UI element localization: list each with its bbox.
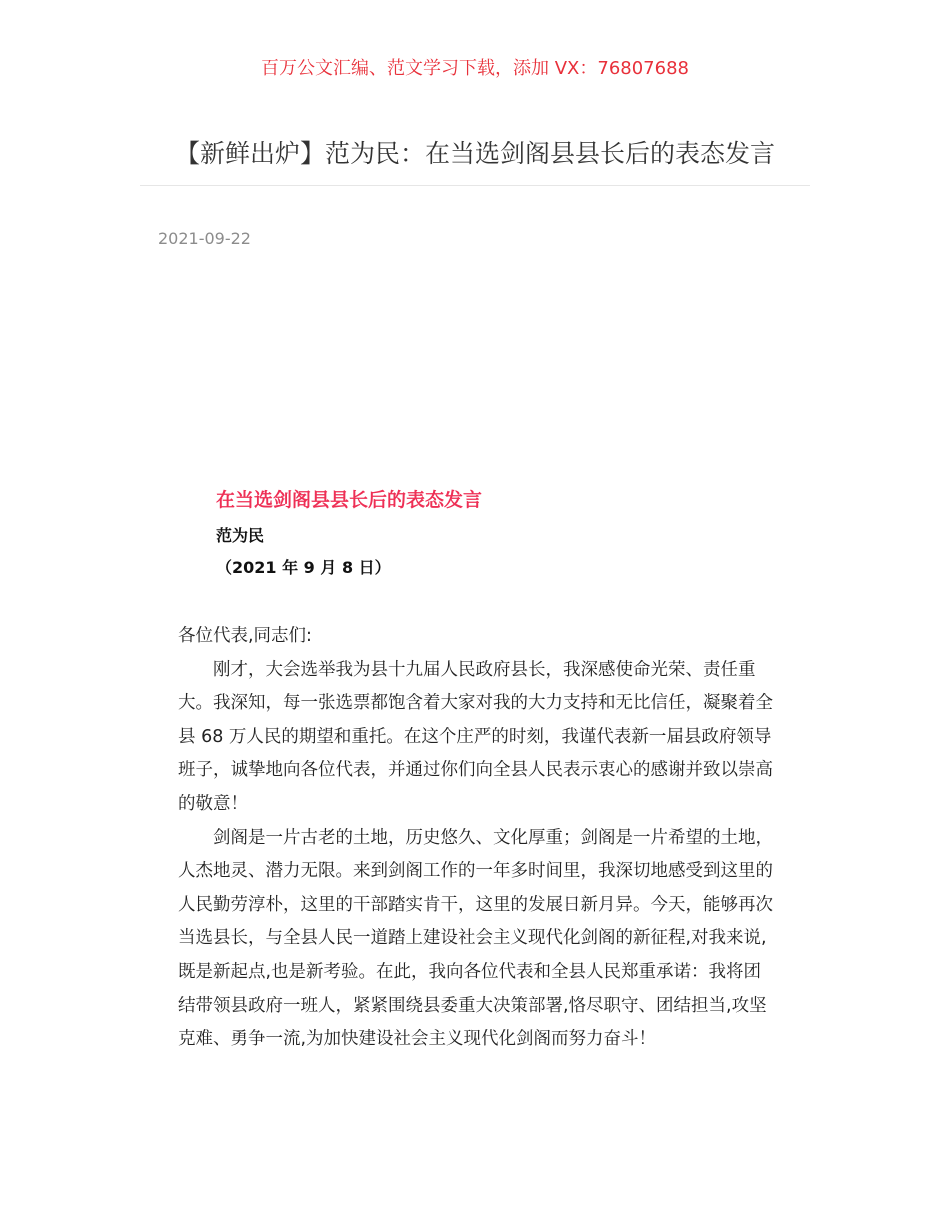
speaker-name: 范为民	[216, 526, 265, 545]
paragraph: 刚才，大会选举我为县十九届人民政府县长，我深感使命光荣、责任重大。我深知，每一张选票都饱含着大家对我的大力支持和无比信任，凝聚着全县 68 万人民的期望和重托。在这个庄严的时刻，我谨代表新一届县政府领导班子，诚挚地向各位代表，并通过你们向全县人民表示衷心的感谢并致以崇高的敬意！	[178, 659, 773, 814]
paragraph: 剑阁是一片古老的土地，历史悠久、文化厚重；剑阁是一片希望的土地，人杰地灵、潜力无限。来到剑阁工作的一年多时间里，我深切地感受到这里的人民勤劳淳朴，这里的干部踏实肯干，这里的发展日新月异。今天，能够再次当选县长，与全县人民一道踏上建设社会主义现代化剑阁的新征程,对我来说,既是新起点,也是新考验。在此，我向各位代表和全县人民郑重承诺：我将团结带领县政府一班人，紧紧围绕县委重大决策部署,恪尽职守、团结担当,攻坚克难、勇争一流,为加快建设社会主义现代化剑阁而努力奋斗！	[178, 827, 773, 1050]
speech-heading: 在当选剑阁县县长后的表态发言	[216, 489, 483, 511]
title-divider	[140, 185, 810, 186]
speech-date: （2021 年 9 月 8 日）	[216, 558, 391, 577]
article-title: 【新鲜出炉】范为民：在当选剑阁县县长后的表态发言	[174, 139, 775, 168]
publish-date: 2021-09-22	[158, 229, 251, 248]
salutation: 各位代表,同志们:	[178, 626, 312, 646]
promo-banner: 百万公文汇编、范文学习下载，添加 VX：76807688	[261, 58, 689, 79]
speech-body	[178, 620, 776, 1057]
